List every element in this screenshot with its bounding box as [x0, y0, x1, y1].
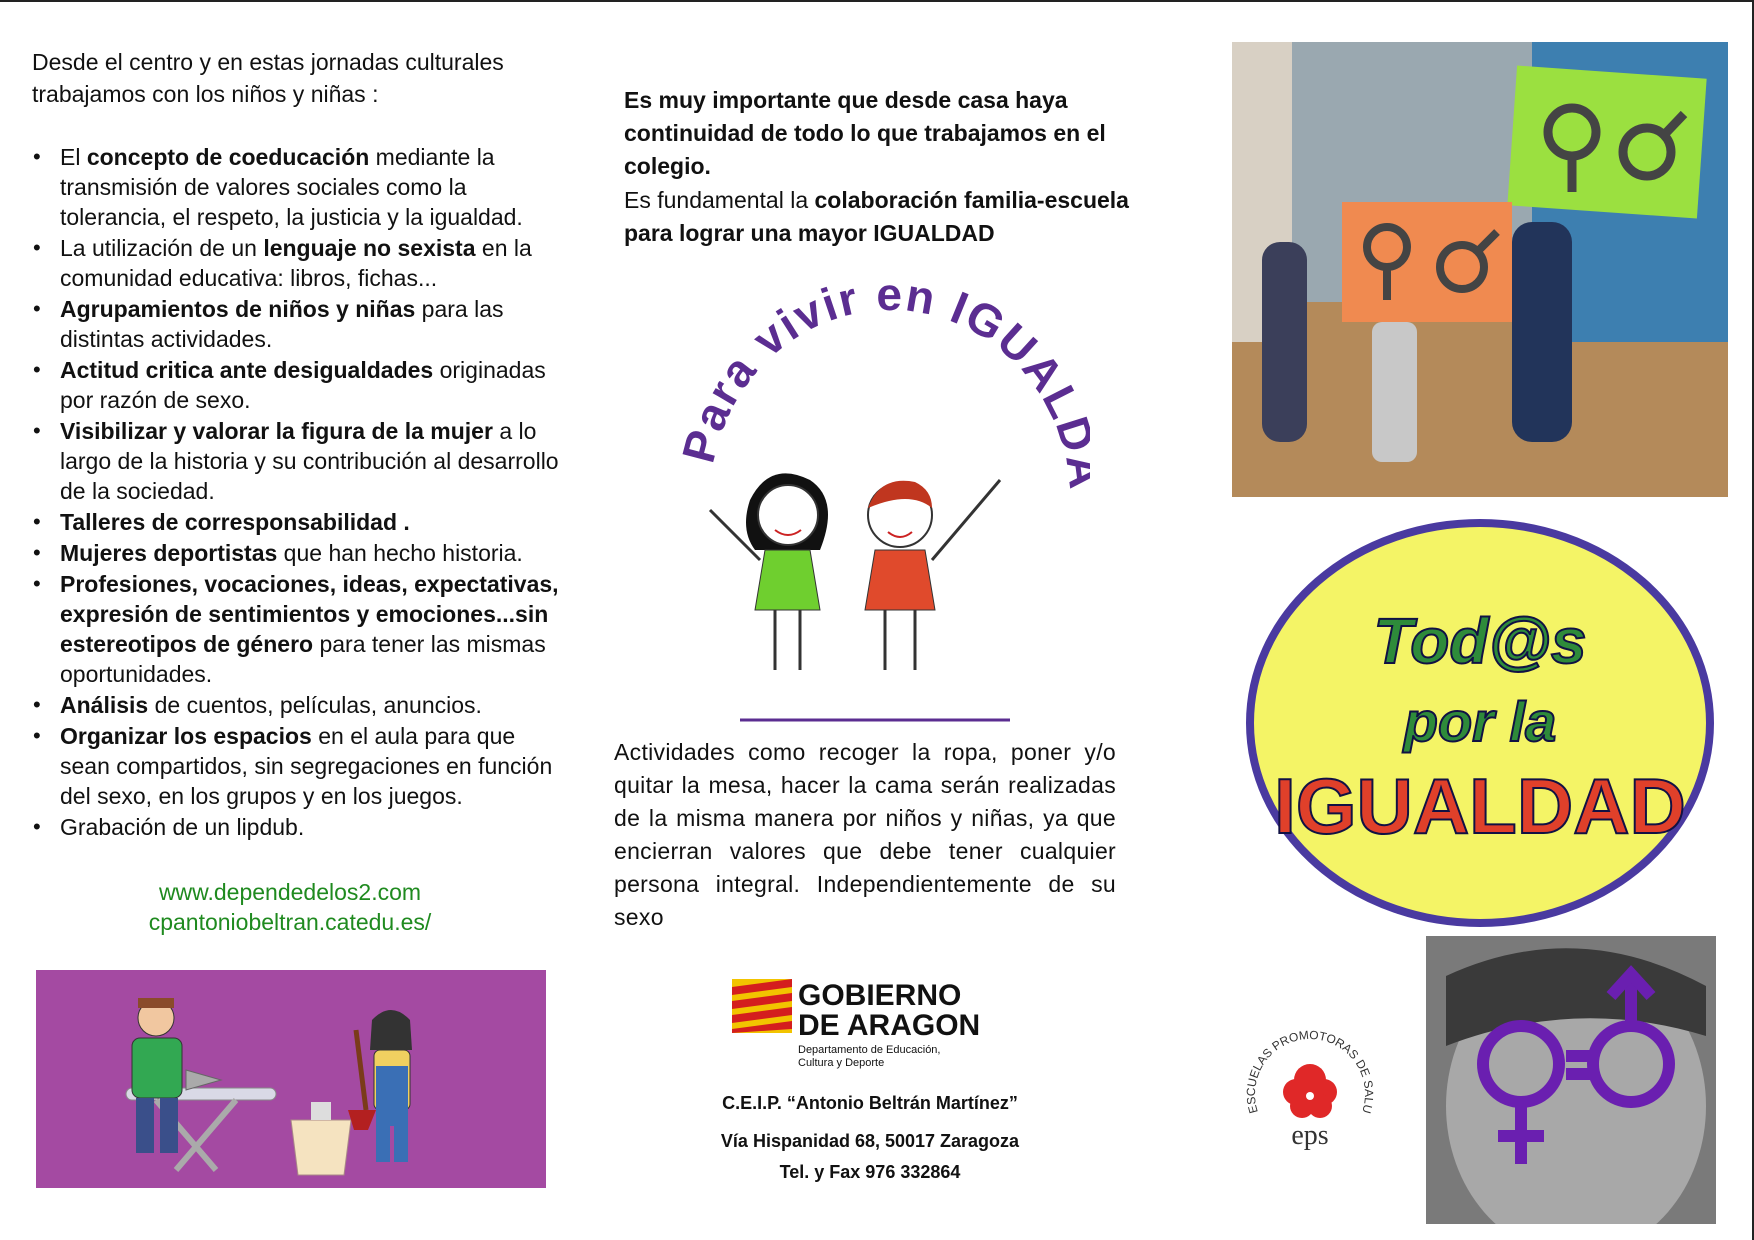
- eps-logo: [1240, 1012, 1380, 1162]
- page-border-top: [0, 0, 1754, 2]
- eps-graphic: [1240, 1012, 1380, 1162]
- igualdad-text: IGUALDAD: [1274, 762, 1686, 850]
- girl-figure-icon: [710, 473, 828, 670]
- boy-figure-icon: [865, 480, 1000, 670]
- list-item: • Agrupamientos de niños y niñas para las distintas actividades.: [30, 294, 570, 354]
- boy-photo-drawing: [1426, 936, 1716, 1224]
- flower-icon: [1283, 1064, 1337, 1118]
- website-link-depende[interactable]: www.dependedelos2.com: [158, 879, 422, 905]
- list-item: • Análisis de cuentos, películas, anuncios.: [30, 690, 570, 720]
- todos-text: Tod@s: [1373, 605, 1587, 677]
- list-item: • Profesiones, vocaciones, ideas, expectativas, expresión de sentimientos y emociones...sin estereotipos de género para tener las mismas oportunidades.: [30, 569, 570, 689]
- todos-igualdad-badge: [1230, 513, 1730, 933]
- list-item: • Organizar los espacios en el aula para que sean compartidos, sin segregaciones en función del sexo, en los grupos y en los juegos.: [30, 721, 570, 811]
- list-item: • Mujeres deportistas que han hecho historia.: [30, 538, 570, 568]
- para-vivir-graphic: [670, 250, 1090, 730]
- activities-list: [30, 142, 570, 843]
- logo-arc-text: Para vivir en IGUAL: [671, 267, 1090, 468]
- list-item: • La utilización de un lenguaje no sexista en la comunidad educativa: libros, fichas...: [30, 233, 570, 293]
- boy-equality-photo: [1426, 936, 1716, 1224]
- household-activities-text: Actividades como recoger la ropa, poner y/o quitar la mesa, hacer la cama serán realizadas de la misma manera por niños y niñas, ya que encierran valores que debe tener cualquier persona integral. Independientemente de su sexo: [614, 739, 1116, 930]
- eps-ring-text: ESCUELAS PROMOTORAS DE SALU: [1243, 1027, 1377, 1115]
- list-item: • El concepto de coeducación mediante la transmisión de valores sociales como la tolerancia, el respeto, la justicia y la igualdad.: [30, 142, 570, 232]
- chores-drawing: [36, 970, 546, 1188]
- importance-text: Es muy importante que desde casa haya continuidad de todo lo que trabajamos en el colegio.: [624, 87, 1106, 179]
- children-photo: [1232, 42, 1728, 497]
- aragon-flag-icon: [732, 975, 1032, 1075]
- svg-text:Para vivir en IGUALDAD: [670, 250, 1090, 493]
- gov-dept-line2: Cultura y Deporte: [798, 1057, 885, 1069]
- gov-title-line1: GOBIERNO: [798, 979, 962, 1012]
- school-address: Vía Hispanidad 68, 50017 Zaragoza: [720, 1131, 1020, 1151]
- list-item: • Actitud critica ante desigualdades originadas por razón de sexo.: [30, 355, 570, 415]
- children-photo-drawing: [1232, 42, 1728, 497]
- pot-icon: [291, 1102, 351, 1175]
- school-name: C.E.I.P. “Antonio Beltrán Martínez”: [722, 1093, 1018, 1113]
- collaboration-text: Es fundamental la colaboración familia-escuela para lograr una mayor IGUALDAD: [624, 187, 1129, 246]
- por-la-text: por la: [1403, 690, 1557, 753]
- intro-text: Desde el centro y en estas jornadas culturales trabajamos con los niños y niñas :: [32, 49, 504, 107]
- orange-gender-sign-icon: [1342, 202, 1512, 322]
- gov-title-line2: DE ARAGON: [798, 1009, 981, 1042]
- para-vivir-logo: [670, 250, 1090, 730]
- website-link-school[interactable]: cpantoniobeltran.catedu.es/: [148, 909, 432, 935]
- chores-illustration: [36, 970, 546, 1188]
- woman-figure-icon: [348, 1010, 412, 1162]
- list-item: • Talleres de corresponsabilidad .: [30, 507, 570, 537]
- gobierno-aragon-logo: [732, 975, 1032, 1075]
- eps-text: eps: [1291, 1120, 1329, 1151]
- green-gender-sign-icon: [1507, 66, 1706, 219]
- gov-dept-line1: Departamento de Educación,: [798, 1044, 941, 1056]
- todos-igualdad-graphic: [1230, 513, 1730, 933]
- school-phone: Tel. y Fax 976 332864: [779, 1162, 961, 1182]
- list-item: • Visibilizar y valorar la figura de la mujer a lo largo de la historia y su contribución al desarrollo de la sociedad.: [30, 416, 570, 506]
- list-item: • Grabación de un lipdub.: [30, 812, 570, 842]
